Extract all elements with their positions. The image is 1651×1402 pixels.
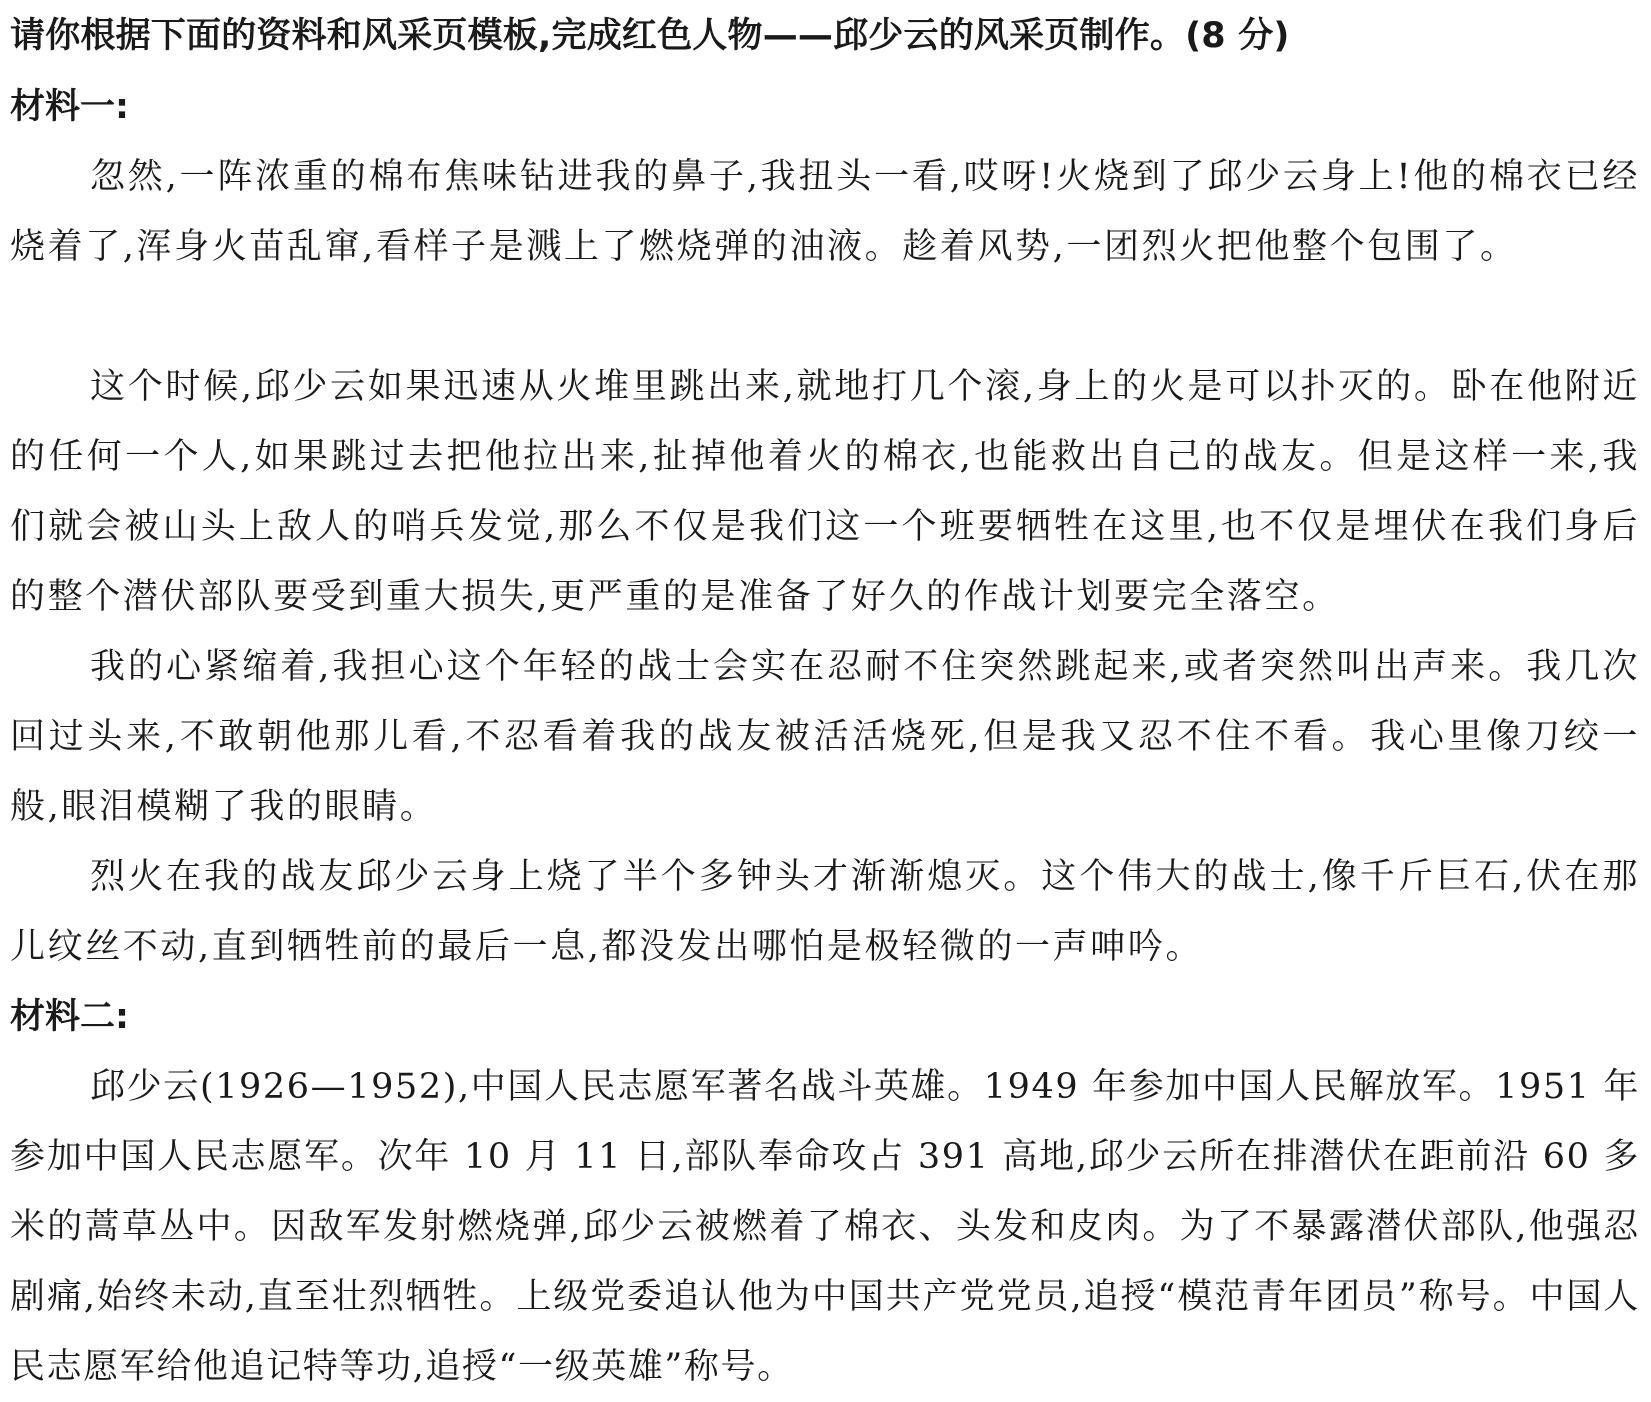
material-two-heading: 材料二:: [10, 997, 129, 1037]
material-one-paragraph-4: 烈火在我的战友邱少云身上烧了半个多钟头才渐渐熄灭。这个伟大的战士,像千斤巨石,伏在那儿纹丝不动,直到牺牲前的最后一息,都没发出哪怕是极轻微的一声呻吟。: [10, 857, 1640, 967]
material-one-paragraph-2: 这个时候,邱少云如果迅速从火堆里跳出来,就地打几个滚,身上的火是可以扑灭的。卧在他附近的任何一个人,如果跳过去把他拉出来,扯掉他着火的棉衣,也能救出自己的战友。但是这样一来,我们就会被山头上敌人的哨兵发觉,那么不仅是我们这一个班要牺牲在这里,也不仅是埋伏在我们身后的整个潜伏部队要受到重大损失,更严重的是准备了好久的作战计划要完全落空。: [10, 367, 1640, 617]
material-two-paragraph-1: 邱少云(1926—1952),中国人民志愿军著名战斗英雄。1949 年参加中国人民解放军。1951 年参加中国人民志愿军。次年 10 月 11 日,部队奉命攻占 391 高地,邱少云所在排潜伏在距前沿 60 多米的蒿草丛中。因敌军发射燃烧弹,邱少云被燃着了棉衣、头发和皮肉。为了不暴露潜伏部队,他强忍剧痛,始终未动,直至壮烈牺牲。上级党委追认他为中国共产党党员,追授“模范青年团员”称号。中国人民志愿军给他追记特等功,追授“一级英雄”称号。: [10, 1067, 1640, 1387]
question-prompt: 请你根据下面的资料和风采页模板,完成红色人物——邱少云的风采页制作。(8 分): [10, 16, 1290, 56]
material-one-paragraph-1: 忽然,一阵浓重的棉布焦味钻进我的鼻子,我扭头一看,哎呀!火烧到了邱少云身上!他的棉衣已经烧着了,浑身火苗乱窜,看样子是溅上了燃烧弹的油液。趁着风势,一团烈火把他整个包围了。: [10, 157, 1640, 267]
material-one-paragraph-3: 我的心紧缩着,我担心这个年轻的战士会实在忍耐不住突然跳起来,或者突然叫出声来。我几次回过头来,不敢朝他那儿看,不忍看着我的战友被活活烧死,但是我又忍不住不看。我心里像刀绞一般,眼泪模糊了我的眼睛。: [10, 647, 1640, 827]
material-one-heading: 材料一:: [10, 87, 129, 127]
